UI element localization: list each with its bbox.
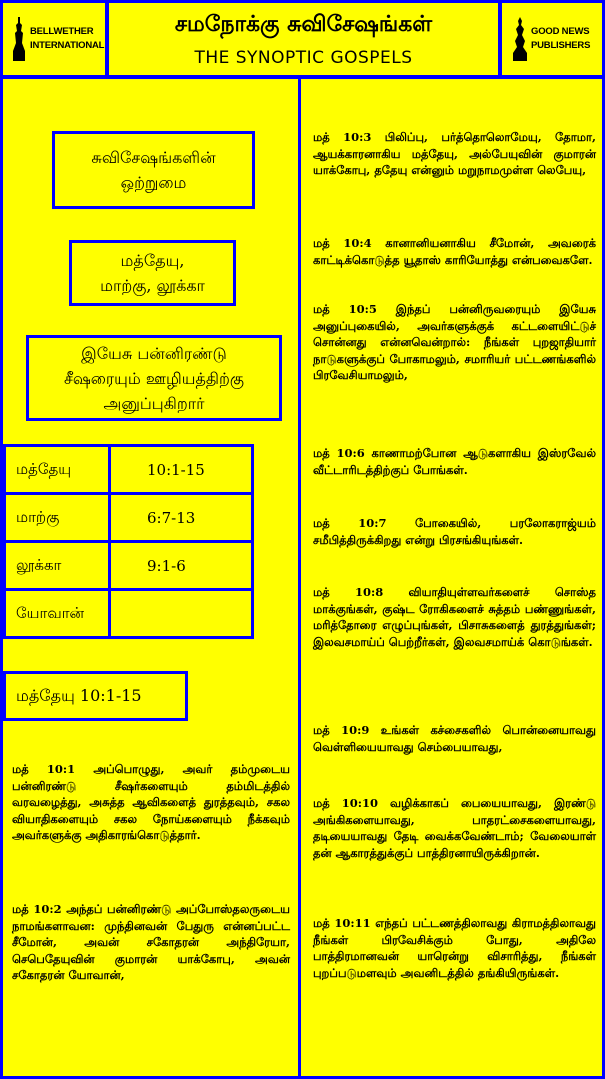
topic-box (52, 131, 255, 209)
verse-paragraph: மத் 10:2 அந்தப் பன்னிரண்டு அப்போஸ்தலருடைய நாமங்களாவன: முந்தினவன் பேதுரு என்னப்பட்ட சீமோன், அவன் சகோதரன் அந்திரேயா, செபெதேயுவின் குமாரன் யாக்கோபு, அவன் சகோதரன் யோவான், (12, 902, 290, 982)
table-row-book: மத்தேயு (3, 444, 111, 495)
bellwether-logo (10, 17, 104, 61)
bellwether-logo-line2: INTERNATIONAL (30, 40, 105, 51)
section-heading: மத்தேயு 10:1-15 (3, 671, 188, 721)
verse-paragraph: மத் 10:4 கானானியனாகிய சீமோன், அவரைக் காட்டிக்கொடுத்த யூதாஸ் காரியோத்து என்பவைகளே. (313, 236, 596, 267)
verse-paragraph: மத் 10:10 வழிக்காகப் பையையாவது, இரண்டு அங்கிகளையாவது, பாதரட்சைகளையாவது, தடியையாவது தேடி வைக்கவேண்டாம்; வேலையாள் தன் ஆகாரத்துக்குப் பாத்திரனாயிருக்கிறான். (313, 796, 596, 860)
page-header (106, 0, 501, 78)
verse-paragraph: மத் 10:8 வியாதியுள்ளவர்களைச் சொஸ்த மாக்குங்கள், குஷ்ட ரோகிகளைச் சுத்தம் பண்ணுங்கள், மரித்தோரை எழுப்புங்கள், பிசாசுகளைத் துரத்துங்கள்; இலவசமாய்ப் பெற்றீர்கள், இலவசமாய்க் கொடுங்கள். (313, 585, 596, 649)
table-row-ref: 9:1-6 (108, 540, 254, 591)
good-news-logo (511, 17, 590, 61)
verse-paragraph: மத் 10:11 எந்தப் பட்டணத்திலாவது கிராமத்திலாவது நீங்கள் பிரவேசிக்கும் போது, அதிலே பாத்திரமானவன் யாரென்று விசாரித்து, நீங்கள் புறப்படுமளவும் அவனிடத்தில் தங்கியிருங்கள். (313, 916, 596, 980)
bellwether-logo-box (0, 0, 108, 78)
topic-line2: ஒற்றுமை (120, 173, 187, 192)
table-row-book: லூக்கா (3, 540, 111, 591)
table-row-book: மாற்கு (3, 492, 111, 543)
bellwether-logo-line1: BELLWETHER (30, 26, 94, 37)
good-news-logo-line1: GOOD NEWS (531, 26, 590, 37)
table-row-ref: 10:1-15 (108, 444, 254, 495)
verse-paragraph: மத் 10:3 பிலிப்பு, பர்த்தொலொமேயு, தோமா, ஆயக்காரனாகிய மத்தேயு, அல்பேயுவின் குமாரன் யாக்கோபு, ததேயு என்னும் மறுநாமமுள்ள லெபேயு, (313, 130, 596, 177)
verse-paragraph: மத் 10:6 காணாமற்போன ஆடுகளாகிய இஸ்ரவேல் வீட்டாரிடத்திற்குப் போங்கள். (313, 446, 596, 477)
subject-line1: இயேசு பன்னிரண்டு (81, 343, 227, 363)
bell-tower-icon (10, 17, 28, 61)
gospels-box (69, 240, 236, 306)
right-column (298, 76, 605, 1079)
verse-paragraph: மத் 10:1 அப்பொழுது, அவர் தம்முடைய பன்னிரண்டு சீஷர்களையும் தம்மிடத்தில் வரவழைத்து, அசுத்த ஆவிகளைத் துரத்தவும், சகல வியாதிகளையும் சகல நோய்களையும் நீக்கவும் அவர்களுக்கு அதிகாரங்கொடுத்தார். (12, 762, 290, 842)
subject-line3: அனுப்புகிறார் (103, 393, 205, 413)
gospels-line2: மாற்கு, லூக்கா (100, 276, 205, 295)
topic-line1: சுவிசேஷங்களின் (91, 148, 216, 167)
page-title-english: THE SYNOPTIC GOSPELS (194, 48, 413, 68)
verse-paragraph: மத் 10:5 இந்தப் பன்னிருவரையும் இயேசு அனுப்புகையில், அவர்களுக்குக் கட்டளையிட்டுச் சொன்னது என்னவென்றால்: நீங்கள் புறஜாதியார் நாடுகளுக்குப் போகாமலும், சமாரியர் பட்டணங்களில் பிரவேசியாமலும், (313, 302, 596, 382)
good-news-logo-box (499, 0, 605, 78)
table-row-book: யோவான் (3, 588, 111, 639)
verse-paragraph: மத் 10:7 போகையில், பரலோகராஜ்யம் சமீபித்திருக்கிறது என்று பிரசங்கியுங்கள். (313, 516, 596, 547)
table-row-ref: 6:7-13 (108, 492, 254, 543)
subject-box (26, 335, 282, 421)
left-column (0, 76, 301, 1079)
lamp-icon (511, 17, 529, 61)
verse-paragraph: மத் 10:9 உங்கள் கச்சைகளில் பொன்னையாவது வெள்ளியையாவது செம்பையாவது, (313, 723, 596, 754)
gospels-line1: மத்தேயு, (120, 251, 185, 270)
good-news-logo-line2: PUBLISHERS (531, 40, 591, 51)
subject-line2: சீஷரையும் ஊழியத்திற்கு (63, 368, 244, 388)
table-row-ref (108, 588, 254, 639)
page-title-tamil: சமநோக்கு சுவிசேஷங்கள் (174, 11, 433, 37)
